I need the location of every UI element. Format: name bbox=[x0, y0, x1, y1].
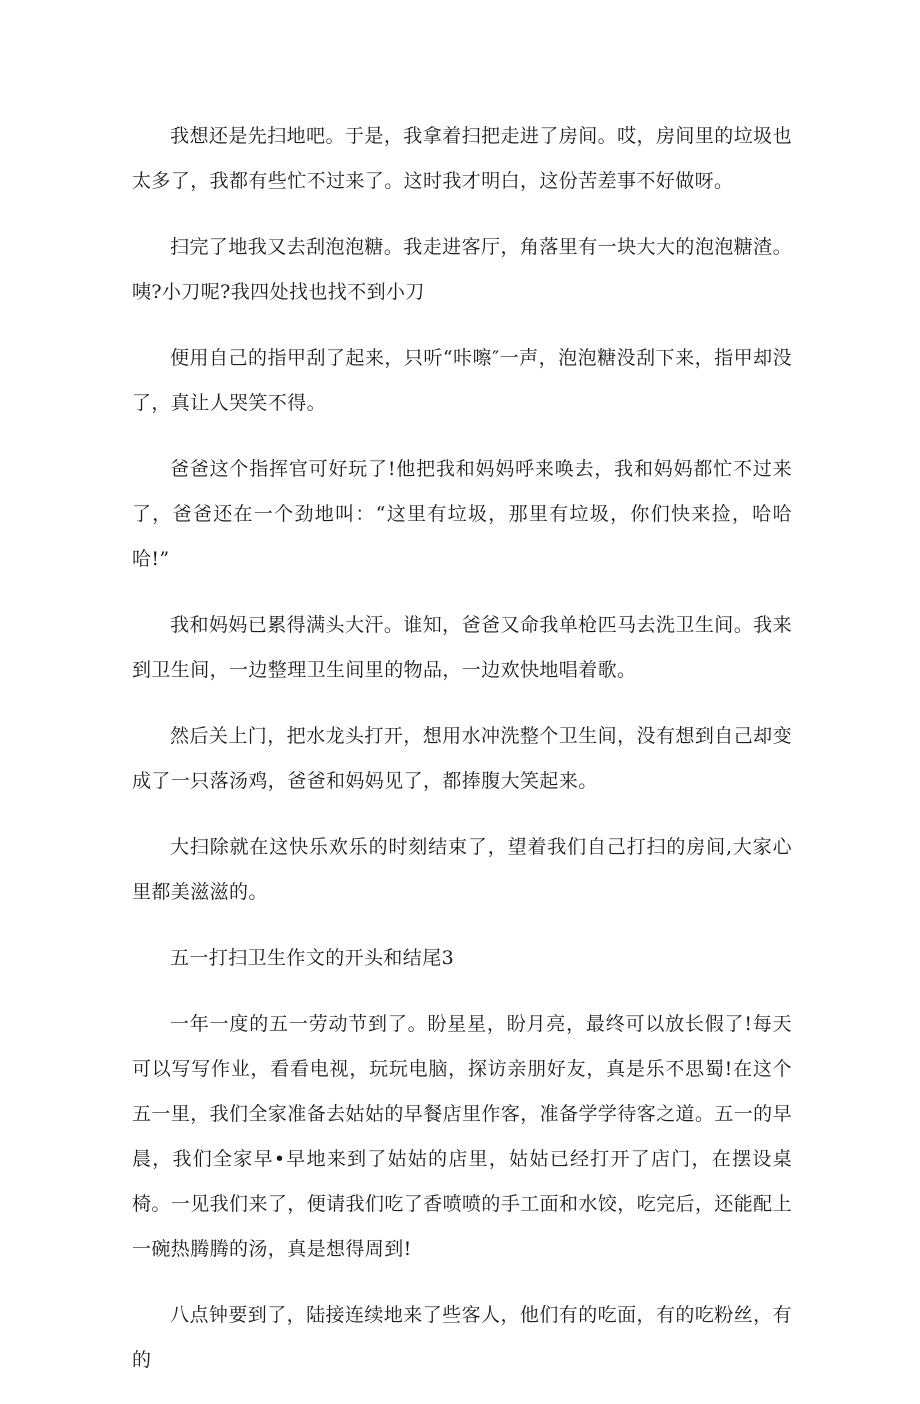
paragraph-may-day: 一年一度的五一劳动节到了。盼星星，盼月亮，最终可以放长假了!每天可以写写作业，看看电视，玩玩电脑，探访亲朋好友，真是乐不思蜀!在这个五一里，我们全家准备去姑姑的早餐店里作客，准备学学待客之道。五一的早晨，我们全家早•早地来到了姑姑的店里，姑姑已经打开了店门，在摆设桌椅。一见我们来了，便请我们吃了香喷喷的手工面和水饺，吃完后，还能配上一碗热腾腾的汤，真是想得周到! bbox=[132, 1013, 792, 1260]
paragraph-eight-oclock: 八点钟要到了，陆接连续地来了些客人，他们有的吃面，有的吃粉丝，有的 bbox=[132, 1304, 792, 1371]
paragraph-bathroom: 我和妈妈已累得满头大汗。谁知，爸爸又命我单枪匹马去洗卫生间。我来到卫生间，一边整理卫生间里的物品，一边欢快地唱着歌。 bbox=[132, 614, 792, 681]
section-title: 五一打扫卫生作文的开头和结尾3 bbox=[170, 947, 455, 969]
paragraph-bubble-gum: 扫完了地我又去刮泡泡糖。我走进客厅，角落里有一块大大的泡泡糖渣。咦?小刀呢?我四处找也找不到小刀 bbox=[132, 236, 792, 303]
paragraph-soaked: 然后关上门，把水龙头打开，想用水冲洗整个卫生间，没有想到自己却变成了一只落汤鸡，爸爸和妈妈见了，都捧腹大笑起来。 bbox=[132, 725, 792, 792]
paragraph-sweep-floor: 我想还是先扫地吧。于是，我拿着扫把走进了房间。哎，房间里的垃圾也太多了，我都有些忙不过来了。这时我才明白，这份苦差事不好做呀。 bbox=[132, 125, 792, 192]
paragraph-dad-commander: 爸爸这个指挥官可好玩了!他把我和妈妈呼来唤去，我和妈妈都忙不过来了，爸爸还在一个劲地叫：“这里有垃圾，那里有垃圾，你们快来捡，哈哈哈!” bbox=[132, 458, 792, 570]
document-body bbox=[132, 114, 792, 1404]
paragraph-fingernail: 便用自己的指甲刮了起来，只听“咔嚓″一声，泡泡糖没刮下来，指甲却没了，真让人哭笑不得。 bbox=[132, 347, 792, 414]
paragraph-cleanup-end: 大扫除就在这快乐欢乐的时刻结束了，望着我们自己打扫的房间,大家心里都美滋滋的。 bbox=[132, 836, 792, 903]
